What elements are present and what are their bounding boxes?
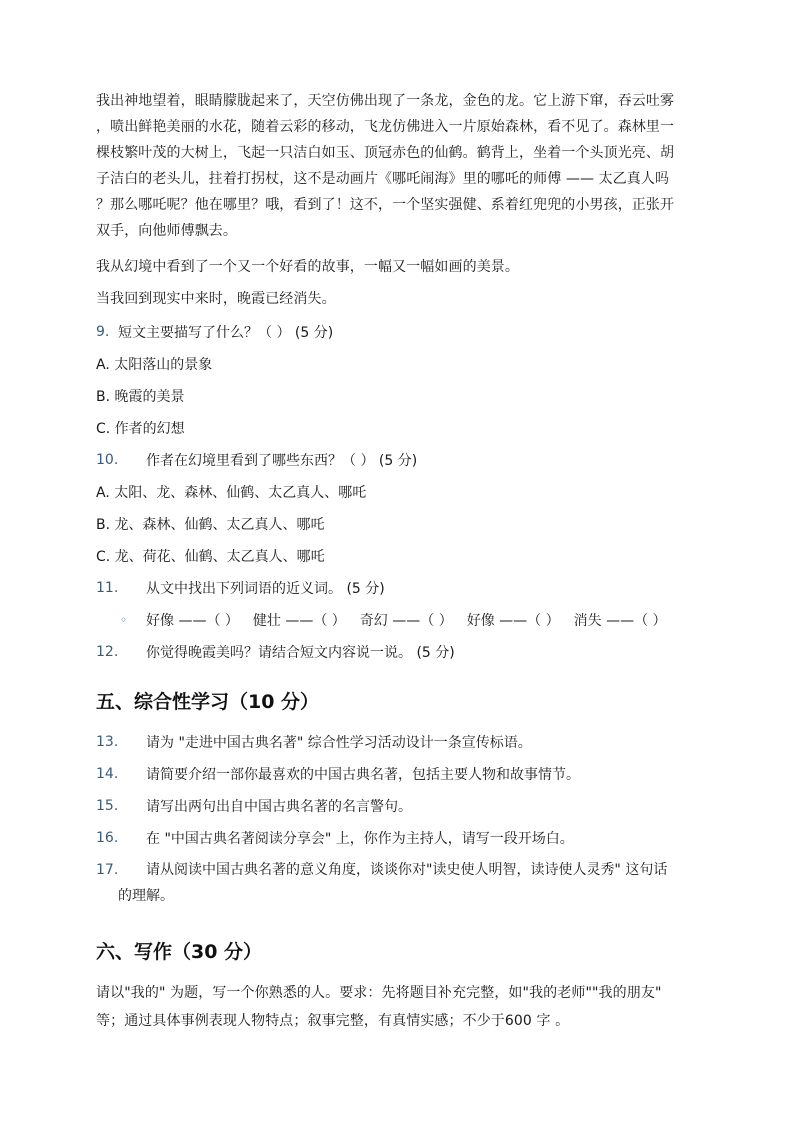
passage-paragraph-3: 当我回到现实中来时，晚霞已经消失。 <box>96 291 336 307</box>
reading-passage <box>96 88 706 312</box>
section-5-questions <box>96 726 706 912</box>
option-a: A. 太阳、龙、森林、仙鹤、太乙真人、哪吒 <box>96 485 367 501</box>
synonym-list <box>96 604 706 636</box>
synonym-item: 健壮 ——（ ） <box>252 613 346 629</box>
exam-page <box>96 88 706 1034</box>
synonym-item: 好像 ——（ ） <box>146 613 239 629</box>
option-c: C. 作者的幻想 <box>96 421 185 437</box>
question-number: 10. <box>96 452 119 468</box>
question-text-continued: 的理解。 <box>118 888 174 904</box>
question-12 <box>96 636 706 668</box>
question-text: 请写出两句出自中国古典名著的名言警句。 <box>146 799 412 815</box>
option-b: B. 龙、森林、仙鹤、太乙真人、哪吒 <box>96 517 325 533</box>
question-number: 12. <box>96 644 119 660</box>
option-c: C. 龙、荷花、仙鹤、太乙真人、哪吒 <box>96 549 325 565</box>
question-text: 你觉得晚霞美吗？请结合短文内容说一说。 (5 分) <box>146 645 455 661</box>
passage-line: ，喷出鲜艳美丽的水花，随着云彩的移动，飞龙仿佛进入一片原始森林，看不见了。森林里一 <box>96 119 675 135</box>
section-6-heading: 六、写作（30 分） <box>96 940 263 963</box>
question-text: 请从阅读中国古典名著的意义角度，谈谈你对"读史使人明智，读诗使人灵秀" 这句话 <box>146 862 668 878</box>
question-text: 短文主要描写了什么？（ ） (5 分) <box>118 325 334 341</box>
section-5-heading: 五、综合性学习（10 分） <box>96 690 320 713</box>
option-a: A. 太阳落山的景象 <box>96 357 213 373</box>
question-number: 17. <box>96 862 119 878</box>
question-10 <box>96 444 706 572</box>
passage-paragraph-2: 我从幻境中看到了一个又一个好看的故事，一幅又一幅如画的美景。 <box>96 259 519 275</box>
passage-line: 我出神地望着，眼睛朦胧起来了，天空仿佛出现了一条龙，金色的龙。它上游下窜，吞云吐雾 <box>96 93 675 109</box>
question-number: 11. <box>96 580 119 596</box>
question-number: 14. <box>96 766 119 782</box>
question-text: 从文中找出下列词语的近义词。 (5 分) <box>146 581 385 597</box>
passage-line: 双手，向他师傅飘去。 <box>96 223 237 239</box>
question-17 <box>96 854 706 912</box>
question-number: 13. <box>96 734 119 750</box>
passage-line: 棵枝繁叶茂的大树上，飞起一只洁白如玉、顶冠赤色的仙鹤。鹤背上，坐着一个头顶光亮、胡 <box>96 145 675 161</box>
synonym-item: 好像 ——（ ） <box>466 613 560 629</box>
question-number: 15. <box>96 798 119 814</box>
question-text: 作者在幻境里看到了哪些东西？（ ） (5 分) <box>146 453 418 469</box>
question-number: 9. <box>96 324 110 340</box>
question-text: 请为 "走进中国古典名著" 综合性学习活动设计一条宣传标语。 <box>146 735 532 751</box>
synonym-item: 消失 ——（ ） <box>573 613 667 629</box>
question-11 <box>96 572 706 636</box>
question-9 <box>96 316 706 444</box>
question-text: 在 "中国古典名著阅读分享会" 上，你作为主持人，请写一段开场白。 <box>146 831 574 847</box>
option-b: B. 晚霞的美景 <box>96 389 185 405</box>
prompt-line: 请以"我的" 为题，写一个你熟悉的人。要求：先将题目补充完整，如"我的老师""我的朋友" <box>96 985 662 1001</box>
passage-line: 子洁白的老头儿，拄着打拐杖，这不是动画片《哪吒闹海》里的哪吒的师傅 —— 太乙真人吗 <box>96 171 670 187</box>
prompt-line: 等；通过具体事例表现人物特点；叙事完整，有真情实感；不少于600 字 。 <box>96 1013 570 1029</box>
bullet-icon: ◦ <box>120 613 128 627</box>
synonym-item: 奇幻 ——（ ） <box>359 613 453 629</box>
writing-prompt <box>96 980 706 1034</box>
question-number: 16. <box>96 830 119 846</box>
question-text: 请简要介绍一部你最喜欢的中国古典名著，包括主要人物和故事情节。 <box>146 767 580 783</box>
passage-line: ？那么哪吒呢？他在哪里？哦，看到了！这不，一个坚实强健、系着红兜兜的小男孩，正张开 <box>96 197 675 213</box>
